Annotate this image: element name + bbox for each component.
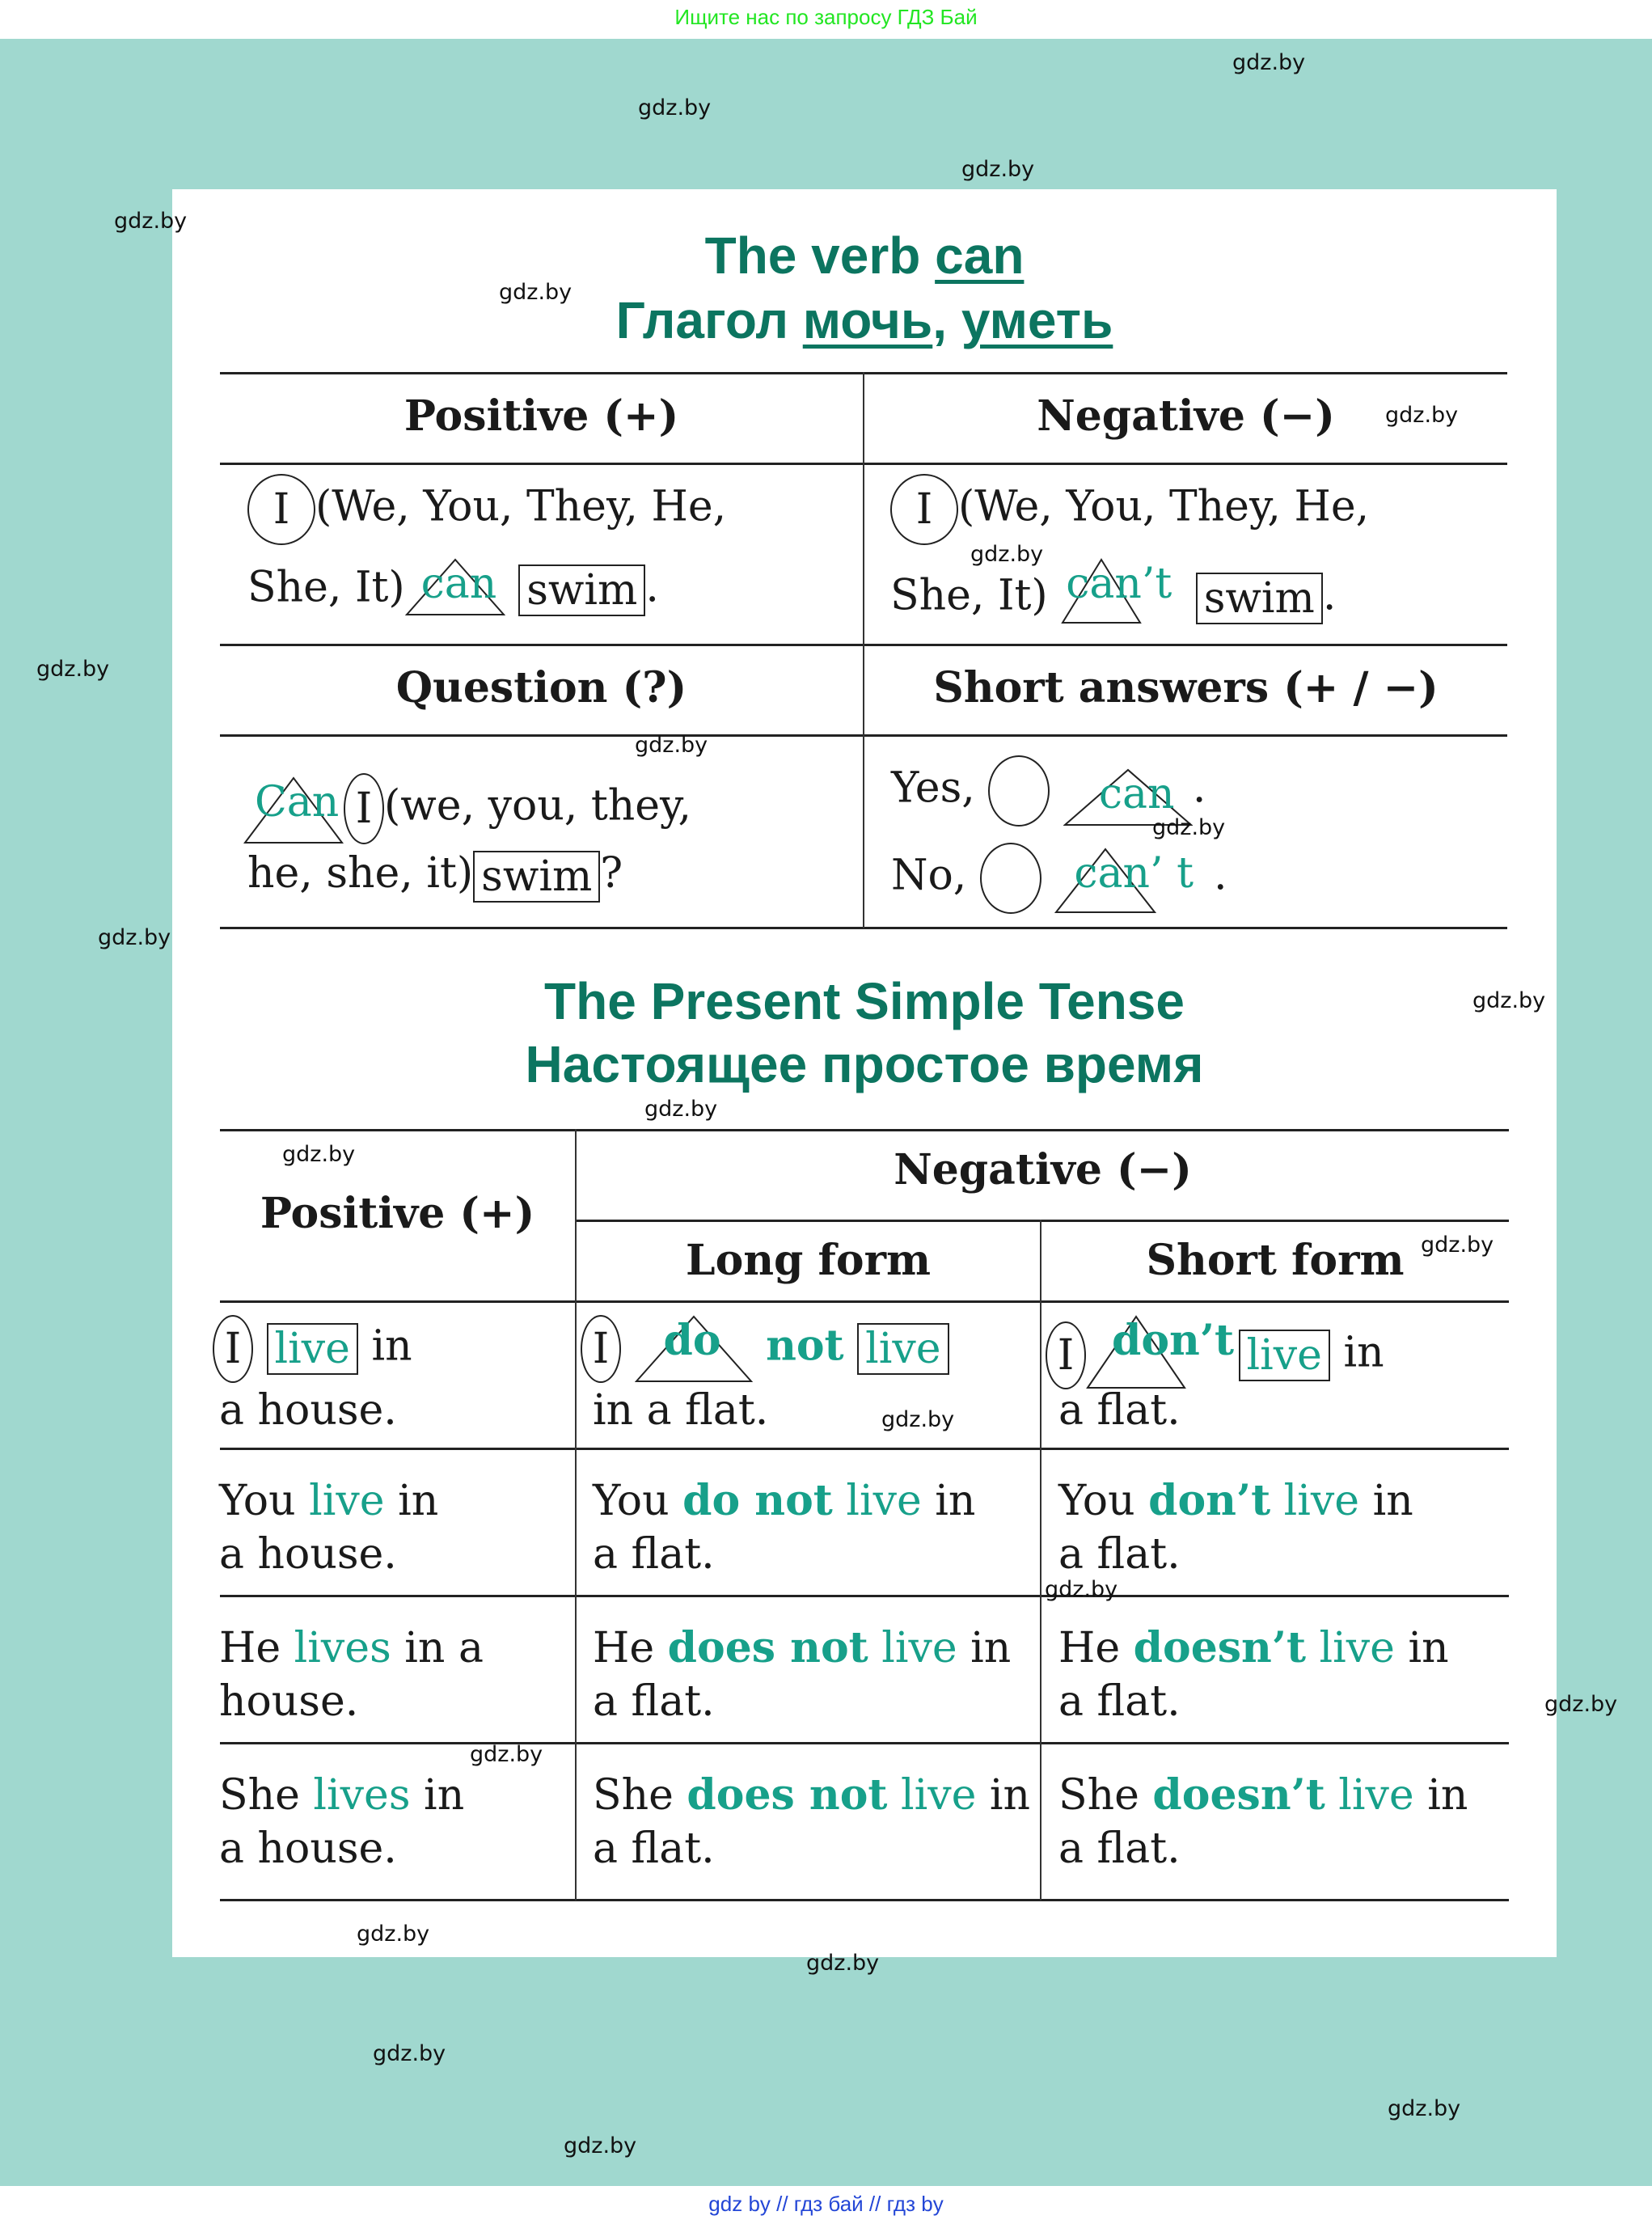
header-positive: Positive (+) — [260, 1189, 535, 1238]
textbook-page — [172, 189, 1557, 1957]
bottom-banner[interactable]: gdz by // гдз бай // гдз by — [0, 2186, 1652, 2224]
header-negative: Negative (−) — [894, 1145, 1192, 1194]
row3-positive-line2: house. — [219, 1677, 359, 1726]
table-divider — [220, 1595, 1509, 1597]
modal-triangle: can — [1063, 768, 1193, 827]
verb-box: swim — [473, 851, 600, 903]
header-positive: Positive (+) — [403, 391, 679, 441]
row4-short: She doesn’t live in — [1058, 1770, 1468, 1820]
section1-title: The verb can — [704, 226, 1025, 285]
row4-short-line2: a flat. — [1058, 1824, 1181, 1873]
title-keyword: can — [935, 226, 1025, 285]
row4-positive-line2: a house. — [219, 1824, 397, 1873]
watermark: gdz.by — [970, 542, 1044, 567]
short-answer-yes: Yes, can . — [891, 755, 1206, 827]
table-divider — [220, 1448, 1509, 1450]
watermark: gdz.by — [114, 209, 188, 234]
verb-box: live — [857, 1323, 949, 1375]
pronoun-circle: I — [213, 1315, 253, 1383]
verb-box: swim — [518, 564, 645, 616]
pronoun-circle: I — [890, 474, 958, 545]
header-question: Question (?) — [395, 663, 687, 712]
row3-short-line2: a flat. — [1058, 1677, 1181, 1726]
verb-box: live — [1239, 1330, 1330, 1381]
row2-positive-line2: a house. — [219, 1530, 397, 1579]
watermark: gdz.by — [1544, 1692, 1618, 1717]
row2-short-line2: a flat. — [1058, 1530, 1181, 1579]
pronoun-circle: I — [581, 1315, 621, 1383]
row3-long-line2: a flat. — [593, 1677, 715, 1726]
row2-long-line2: a flat. — [593, 1530, 715, 1579]
section2-subtitle: Настоящее простое время — [525, 1035, 1204, 1093]
watermark: gdz.by — [373, 2041, 446, 2066]
row2-long: You do not live in — [593, 1476, 976, 1525]
row3-short: He doesn’t live in — [1058, 1623, 1449, 1672]
table-divider — [577, 1220, 1509, 1222]
section1-subtitle: Глагол мочь, уметь — [615, 291, 1113, 349]
watermark: gdz.by — [36, 657, 110, 682]
section2-title: The Present Simple Tense — [544, 972, 1185, 1030]
row3-positive: He lives in a — [219, 1624, 484, 1672]
pronoun-blank-circle — [980, 843, 1041, 914]
pronoun-circle: I — [1046, 1321, 1086, 1389]
watermark: gdz.by — [1045, 1577, 1118, 1602]
pronoun-circle: I — [247, 474, 315, 545]
pronoun-circle: I — [344, 773, 384, 844]
row1-short: I don’t live in — [1046, 1315, 1384, 1389]
modal-triangle: can’t — [1061, 558, 1182, 624]
row1-positive: I live in — [213, 1315, 412, 1383]
negative-example-line2: She, It) can’t swim . — [890, 560, 1337, 623]
verb-box: live — [267, 1323, 358, 1375]
watermark: gdz.by — [638, 95, 712, 121]
watermark: gdz.by — [881, 1407, 955, 1432]
header-short-answers: Short answers (+ / −) — [933, 663, 1439, 712]
pronoun-blank-circle — [988, 755, 1050, 827]
table-divider — [220, 1129, 1509, 1131]
row1-short-line2: a flat. — [1058, 1386, 1181, 1435]
table-divider — [863, 372, 864, 928]
short-answer-no: No, can’ t . — [891, 843, 1227, 914]
watermark: gdz.by — [470, 1742, 543, 1767]
watermark: gdz.by — [98, 925, 171, 950]
row1-long-line2: in a flat. — [593, 1386, 769, 1435]
question-example-line2: he, she, it) swim ? — [247, 849, 623, 901]
positive-example-line2: She, It) can swim . — [247, 560, 659, 615]
watermark: gdz.by — [1421, 1233, 1494, 1258]
row4-long: She does not live in — [593, 1770, 1031, 1820]
table-divider — [220, 1899, 1509, 1901]
table-divider — [220, 1742, 1509, 1744]
row2-short: You don’t live in — [1058, 1476, 1413, 1525]
row2-positive: You live in — [219, 1477, 439, 1525]
table-divider — [1040, 1220, 1041, 1901]
header-short-form: Short form — [1146, 1236, 1405, 1285]
header-long-form: Long form — [686, 1236, 931, 1285]
watermark: gdz.by — [499, 280, 572, 305]
watermark: gdz.by — [635, 733, 708, 758]
row4-positive: She lives in — [219, 1771, 465, 1820]
watermark: gdz.by — [282, 1142, 356, 1167]
watermark: gdz.by — [1152, 815, 1226, 840]
verb-box: swim — [1196, 573, 1323, 624]
watermark: gdz.by — [357, 1922, 430, 1947]
watermark: gdz.by — [1232, 50, 1306, 75]
row4-long-line2: a flat. — [593, 1824, 715, 1873]
row3-long: He does not live in — [593, 1623, 1012, 1672]
watermark: gdz.by — [564, 2133, 637, 2158]
modal-triangle: Can — [243, 776, 344, 844]
negative-example: I (We, You, They, He, — [890, 474, 1369, 545]
header-negative: Negative (−) — [1037, 391, 1335, 441]
watermark: gdz.by — [1472, 988, 1546, 1013]
aux-triangle: don’t — [1086, 1315, 1225, 1389]
watermark: gdz.by — [1385, 403, 1459, 428]
table-divider — [220, 1300, 1509, 1303]
modal-triangle: can’ t — [1054, 848, 1200, 914]
watermark: gdz.by — [644, 1097, 718, 1122]
question-example: Can I (we, you, they, — [243, 773, 691, 844]
watermark: gdz.by — [1388, 2096, 1461, 2121]
row1-long: I do not live — [581, 1315, 949, 1383]
aux-triangle: do — [635, 1315, 753, 1383]
row1-positive-line2: a house. — [219, 1386, 397, 1435]
modal-triangle: can — [405, 558, 505, 616]
watermark: gdz.by — [961, 157, 1035, 182]
positive-example: I (We, You, They, He, — [247, 474, 726, 545]
watermark: gdz.by — [806, 1951, 880, 1976]
top-banner: Ищите нас по запросу ГДЗ Бай — [0, 0, 1652, 39]
